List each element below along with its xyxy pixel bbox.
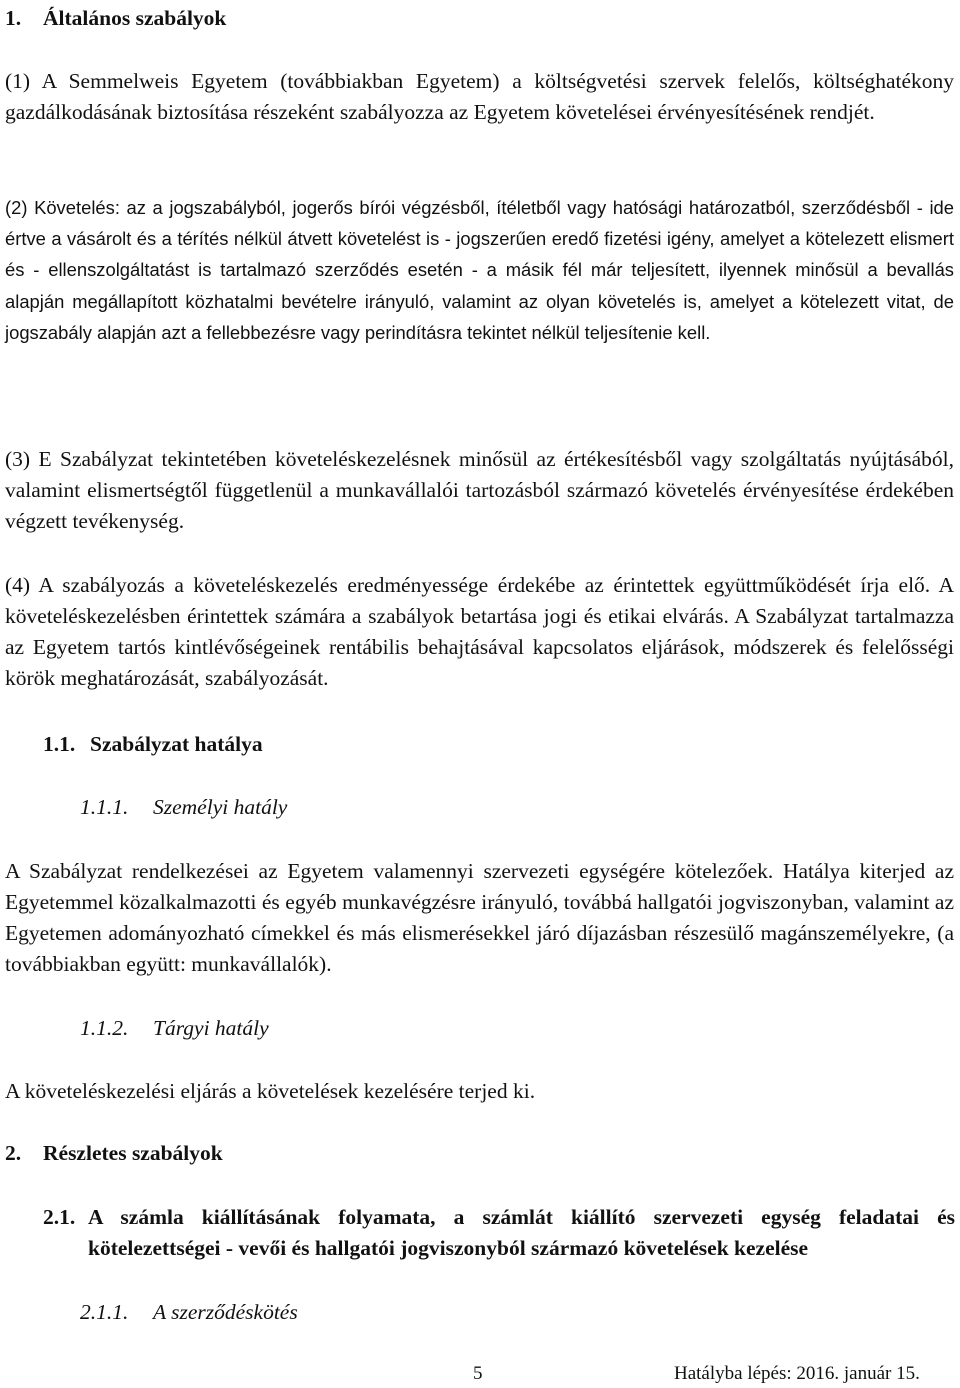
paragraph-3: (3) E Szabályzat tekintetében követeléskezelésnek minősül az értékesítésből vagy szolgáltatás nyújtásából, valamint elismertségtől függetlenül a munkavállalói tartozásból származó követelés érvényesítése érdekében végzett tevékenység.: [5, 447, 954, 533]
section-1-1-1-number: 1.1.1.: [80, 795, 129, 819]
section-2-1-1-heading: [80, 1298, 298, 1326]
section-1-1-2-heading: [80, 1014, 269, 1042]
section-1-1-number: 1.1.: [43, 732, 76, 756]
section-2-heading: [5, 1139, 223, 1167]
section-1-1-heading: [43, 730, 263, 758]
section-2-1-heading: [43, 1202, 955, 1264]
section-1-1-2-title: Tárgyi hatály: [153, 1016, 269, 1040]
paragraph-1: (1) A Semmelweis Egyetem (továbbiakban Egyetem) a költségvetési szervek felelős, költséghatékony gazdálkodásának biztosítása részeként szabályozza az Egyetem követelései érvényesítésének rendjét.: [5, 69, 954, 124]
section-1-heading: [5, 4, 226, 32]
section-2-1-title: A számla kiállításának folyamata, a számlát kiállító szervezeti egység feladatai és kötelezettségei - vevői és hallgatói jogviszonyból származó követelések kezelése: [88, 1205, 955, 1260]
section-2-1-1-number: 2.1.1.: [80, 1300, 129, 1324]
material-scope-paragraph: A követeléskezelési eljárás a követelések kezelésére terjed ki.: [5, 1079, 536, 1103]
section-2-1-number: 2.1.: [43, 1205, 76, 1229]
section-1-1-1-title: Személyi hatály: [153, 795, 288, 819]
section-1-1-title: Szabályzat hatálya: [90, 732, 263, 756]
section-1-1-2-number: 1.1.2.: [80, 1016, 129, 1040]
personal-scope-paragraph: A Szabályzat rendelkezései az Egyetem valamennyi szervezeti egységére kötelezőek. Hatálya kiterjed az Egyetemmel közalkalmazotti és egyéb munkavégzésre irányuló, továbbá hallgatói jogviszonyban, valamint az Egyetemen adományozható címekkel és más elismerésekkel járó díjazásban részesülő magánszemélyekre, (a továbbiakban együtt: munkavállalók).: [5, 859, 954, 976]
section-1-title: Általános szabályok: [43, 6, 227, 30]
paragraph-4: (4) A szabályozás a követeléskezelés eredményessége érdekébe az érintettek együttműködését írja elő. A követeléskezelésben érintettek számára a szabályok betartása jogi és etikai elvárás. A Szabályzat tartalmazza az Egyetem tartós kintlévőségeinek rentábilis behajtásával kapcsolatos eljárások, módszerek és felelősségi körök meghatározását, szabályozását.: [5, 573, 954, 690]
paragraph-2: (2) Követelés: az a jogszabályból, jogerős bírói végzésből, ítéletből vagy hatósági határozatból, szerződésből - ide értve a vásárolt és a térítés nélkül átvett követelést is - jogszerűen eredő fizetési igény, amelyet a kötelezett elismert és - ellenszolgáltatást is tartalmazó szerződés esetén - a másik fél már teljesített, ilyennek minősül a bevallás alapján megállapított közhatalmi bevételre irányuló, valamint az olyan követelés is, amelyet a kötelezett vitat, de jogszabály alapján azt a fellebbezésre vagy perindításra tekintet nélkül teljesítenie kell.: [5, 197, 954, 343]
section-2-title: Részletes szabályok: [43, 1141, 223, 1165]
effective-date: Hatályba lépés: 2016. január 15.: [674, 1363, 920, 1384]
section-2-1-1-title: A szerződéskötés: [153, 1300, 298, 1324]
section-1-number: 1.: [5, 6, 22, 30]
section-1-1-1-heading: [80, 793, 287, 821]
section-2-number: 2.: [5, 1141, 22, 1165]
page-number: 5: [473, 1363, 483, 1384]
